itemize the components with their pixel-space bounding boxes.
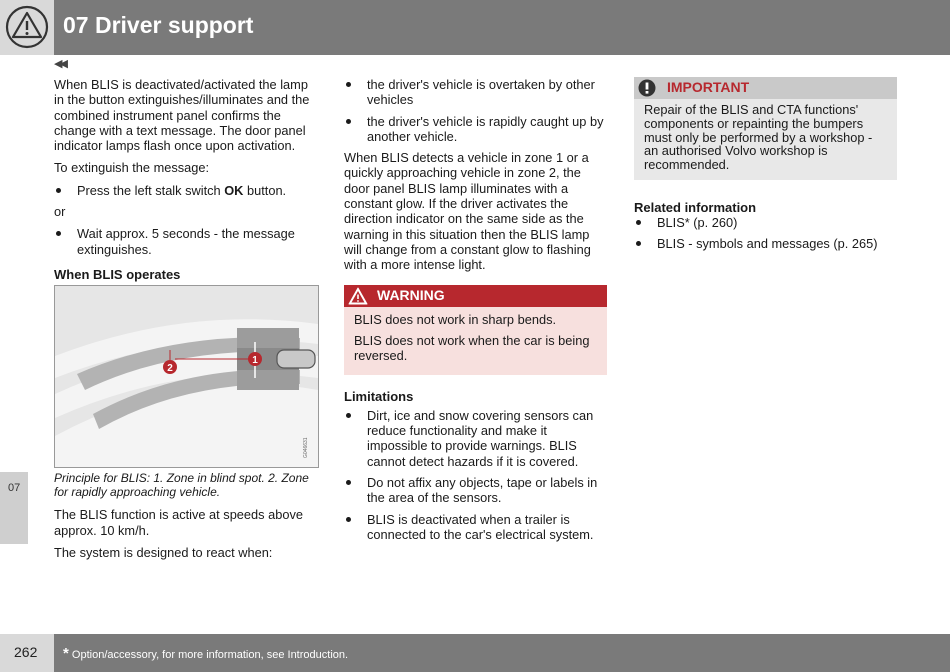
section-heading: Related information xyxy=(634,199,757,215)
related-link[interactable]: BLIS - symbols and messages (p. 265) xyxy=(634,236,898,251)
blis-zone-figure xyxy=(54,285,319,468)
warning-box xyxy=(344,285,607,376)
header-icon-box xyxy=(0,0,54,55)
figure-code: G046631 xyxy=(303,437,309,459)
warning-title: WARNING xyxy=(377,286,445,303)
page-number-box xyxy=(0,634,54,672)
page-number: 262 xyxy=(14,644,38,660)
footnote-text: Option/accessory, for more information, see Introduction. xyxy=(71,649,349,661)
paragraph: The BLIS function is active at speeds above approx. 10 km/h. xyxy=(54,507,303,538)
list-item: the driver's vehicle is overtaken by other vehicles xyxy=(344,77,607,108)
important-box xyxy=(634,77,897,180)
chapter-side-tab[interactable] xyxy=(0,472,28,544)
chapter-title: 07 Driver support xyxy=(63,12,254,38)
list-item: Do not affix any objects, tape or labels in the area of the sensors. xyxy=(344,475,607,506)
paragraph: To extinguish the message: xyxy=(54,160,210,176)
warning-text: BLIS does not work when the car is being reversed. xyxy=(354,332,590,364)
important-title: IMPORTANT xyxy=(667,79,750,95)
exclamation-icon xyxy=(637,78,657,98)
paragraph: When BLIS is deactivated/activated the lamp in the button extinguishes/illuminates and the combined instrument panel confirms the change with a text message. The door panel indicator lamps flash once upon activation. xyxy=(54,77,310,154)
important-header xyxy=(634,77,897,99)
list-item: the driver's vehicle is rapidly caught up by another vehicle. xyxy=(344,114,607,145)
page-header xyxy=(0,0,950,55)
page-footer xyxy=(0,634,950,672)
zone-2-label: 2 xyxy=(167,363,173,375)
paragraph: The system is designed to react when: xyxy=(54,544,273,560)
list-item: Press the left stalk switch OK button. xyxy=(54,183,318,198)
list-item: Dirt, ice and snow covering sensors can reduce functionality and make it impossible to provide warnings. BLIS cannot detect hazards if it is covered. xyxy=(344,408,607,469)
section-heading: Limitations xyxy=(344,389,414,405)
list-item: BLIS is deactivated when a trailer is connected to the car's electrical system. xyxy=(344,512,607,543)
asterisk: * xyxy=(63,645,69,662)
column-3 xyxy=(634,77,898,257)
previous-page-arrows-icon[interactable]: ◀◀ xyxy=(54,58,65,70)
list-item: Wait approx. 5 seconds - the message extinguishes. xyxy=(54,226,318,257)
important-text: Repair of the BLIS and CTA functions' components or repainting the bumpers must only be performed by a workshop - an authorised Volvo workshop is recommended. xyxy=(634,99,897,180)
warning-text: BLIS does not work in sharp bends. xyxy=(354,311,557,327)
warning-triangle-icon xyxy=(0,0,54,55)
column-1 xyxy=(54,77,318,567)
related-link[interactable]: BLIS* (p. 260) xyxy=(634,215,898,230)
footnote xyxy=(63,645,348,662)
zone-1-label: 1 xyxy=(252,355,258,367)
paragraph: When BLIS detects a vehicle in zone 1 or a quickly approaching vehicle in zone 2, the door panel BLIS lamp illuminates with a constant glow. If the driver activates the direction indicator on the same side as the warning in this situation then the BLIS lamp will change from a constant glow to flashing with a more intense light. xyxy=(344,150,591,273)
section-heading: When BLIS operates xyxy=(54,266,181,282)
warning-header xyxy=(344,285,607,307)
ok-label: OK xyxy=(224,182,244,198)
warning-triangle-icon xyxy=(347,286,369,306)
car-icon xyxy=(277,350,315,368)
or-text: or xyxy=(54,204,66,220)
side-tab-label: 07 xyxy=(8,482,21,494)
column-2 xyxy=(344,77,607,548)
blis-diagram xyxy=(55,286,318,467)
figure-caption: Principle for BLIS: 1. Zone in blind spot. 2. Zone for rapidly approaching vehicle. xyxy=(54,471,309,500)
